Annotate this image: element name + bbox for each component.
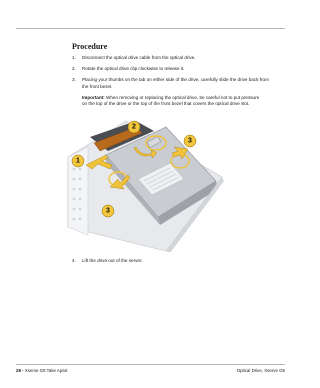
step-number: 3. (72, 77, 76, 83)
callout-label: 3 (188, 137, 192, 145)
callout-2 (128, 121, 140, 133)
callout-3-right (184, 135, 196, 147)
page-number: 28 - (16, 368, 24, 373)
top-rule (16, 28, 285, 29)
step-number: 4. (72, 258, 76, 263)
step-3 (72, 77, 272, 107)
step-text: Rotate the optical drive clip clockwise to release it. (82, 66, 185, 72)
step-1 (72, 55, 272, 61)
callout-label: 1 (76, 157, 80, 165)
callout-label: 2 (132, 123, 136, 131)
important-text: When removing or replacing the optical drive, be careful not to put pressure on the top of the drive or the top of the front bezel that covers the optical drive slot. (82, 94, 260, 107)
step-text: Lift the drive out of the server. (82, 258, 143, 263)
callout-3-left (102, 205, 114, 217)
step-2 (72, 66, 272, 72)
callout-label: 3 (106, 207, 110, 215)
footer-manual-title: Xserve G5 Take Apart (23, 368, 68, 373)
procedure-steps (72, 55, 272, 112)
step-text: Placing your thumbs on the tab on either side of the drive, carefully slide the drive back from the front bezel. (82, 77, 269, 89)
step-text: Disconnect the optical drive cable from the optical drive. (82, 55, 196, 60)
important-note (82, 95, 262, 107)
footer-section-title: Optical Drive, Xserve G5 (236, 368, 285, 373)
callout-1 (72, 155, 84, 167)
bottom-rule (16, 364, 285, 365)
optical-drive-illustration (66, 117, 224, 252)
procedure-heading: Procedure (72, 42, 108, 51)
important-label: Important: (82, 94, 105, 100)
step-number: 1. (72, 55, 76, 60)
step-number: 2. (72, 66, 76, 72)
step-4 (72, 258, 143, 264)
footer-left (16, 368, 67, 374)
